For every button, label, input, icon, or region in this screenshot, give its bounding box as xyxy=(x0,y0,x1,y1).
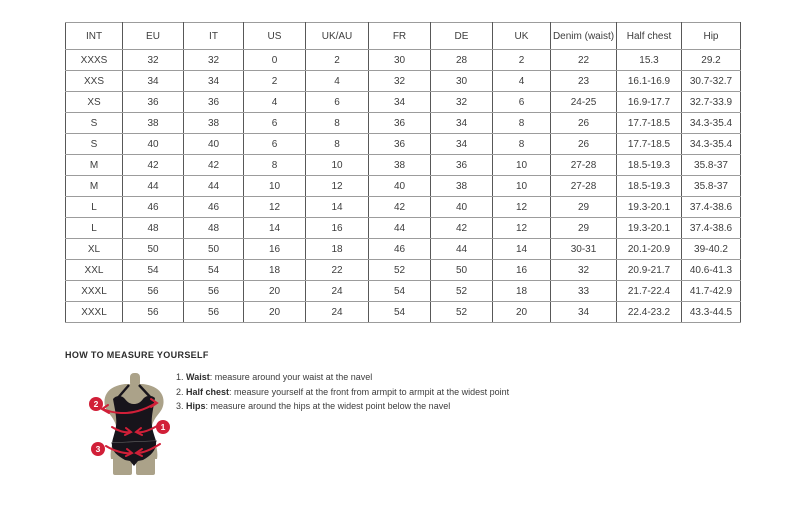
table-cell: 32 xyxy=(123,50,184,71)
table-cell: 14 xyxy=(493,239,551,260)
instruction-number: 2. xyxy=(176,386,184,397)
table-cell: 46 xyxy=(369,239,431,260)
table-cell: 42 xyxy=(369,197,431,218)
table-cell: 32 xyxy=(551,260,617,281)
column-header: UK xyxy=(493,23,551,50)
instruction-text: : measure yourself at the front from armpit to armpit at the widest point xyxy=(229,386,510,397)
table-row xyxy=(66,92,741,113)
instruction-number: 1. xyxy=(176,372,184,382)
table-cell: 36 xyxy=(431,155,493,176)
table-cell: 12 xyxy=(306,176,369,197)
table-cell: 14 xyxy=(306,197,369,218)
table-cell: 17.7-18.5 xyxy=(617,134,682,155)
column-header: Hip xyxy=(682,23,741,50)
measure-instructions xyxy=(176,373,509,417)
table-cell: 16 xyxy=(306,218,369,239)
table-cell: 40 xyxy=(184,134,244,155)
size-chart-body xyxy=(66,50,741,323)
table-cell: 54 xyxy=(369,281,431,302)
table-cell: 32 xyxy=(431,92,493,113)
table-cell: 8 xyxy=(493,113,551,134)
table-row xyxy=(66,239,741,260)
table-row xyxy=(66,302,741,323)
table-cell: XXS xyxy=(66,71,123,92)
table-cell: 18 xyxy=(493,281,551,302)
table-cell: 8 xyxy=(306,134,369,155)
table-cell: 30.7-32.7 xyxy=(682,71,741,92)
table-cell: 38 xyxy=(123,113,184,134)
table-cell: 56 xyxy=(123,302,184,323)
table-cell: 29.2 xyxy=(682,50,741,71)
instruction-label: Hips xyxy=(186,401,206,411)
table-cell: 6 xyxy=(244,113,306,134)
table-cell: 22 xyxy=(551,50,617,71)
table-cell: 30 xyxy=(369,50,431,71)
table-row xyxy=(66,155,741,176)
table-cell: 44 xyxy=(431,239,493,260)
table-cell: 10 xyxy=(493,176,551,197)
table-cell: 10 xyxy=(493,155,551,176)
table-cell: 36 xyxy=(123,92,184,113)
table-cell: 54 xyxy=(123,260,184,281)
badge-3: 3 xyxy=(95,444,101,454)
table-row xyxy=(66,50,741,71)
column-header: IT xyxy=(184,23,244,50)
instruction-label: Waist xyxy=(186,372,210,382)
table-cell: 50 xyxy=(123,239,184,260)
table-cell: 46 xyxy=(184,197,244,218)
table-cell: 4 xyxy=(493,71,551,92)
table-cell: S xyxy=(66,134,123,155)
table-cell: 42 xyxy=(184,155,244,176)
table-cell: M xyxy=(66,155,123,176)
table-cell: 24 xyxy=(306,281,369,302)
table-cell: 12 xyxy=(493,218,551,239)
table-cell: 2 xyxy=(244,71,306,92)
table-cell: 30-31 xyxy=(551,239,617,260)
instruction-label: Half chest xyxy=(186,386,230,397)
table-cell: 38 xyxy=(369,155,431,176)
table-cell: 18.5-19.3 xyxy=(617,176,682,197)
column-header: DE xyxy=(431,23,493,50)
table-cell: L xyxy=(66,218,123,239)
table-cell: 0 xyxy=(244,50,306,71)
table-cell: 36 xyxy=(184,92,244,113)
column-header: Denim (waist) xyxy=(551,23,617,50)
table-cell: 16 xyxy=(244,239,306,260)
table-cell: 43.3-44.5 xyxy=(682,302,741,323)
table-cell: 26 xyxy=(551,113,617,134)
table-cell: 19.3-20.1 xyxy=(617,197,682,218)
table-cell: 46 xyxy=(123,197,184,218)
column-header: EU xyxy=(123,23,184,50)
table-cell: 10 xyxy=(244,176,306,197)
size-chart-header-row xyxy=(66,23,741,50)
table-row xyxy=(66,113,741,134)
table-cell: 4 xyxy=(306,71,369,92)
table-cell: 34 xyxy=(184,71,244,92)
table-cell: 40 xyxy=(431,197,493,218)
table-cell: 27-28 xyxy=(551,176,617,197)
table-cell: XXXL xyxy=(66,281,123,302)
table-cell: 28 xyxy=(431,50,493,71)
table-cell: 40.6-41.3 xyxy=(682,260,741,281)
column-header: US xyxy=(244,23,306,50)
table-cell: 48 xyxy=(123,218,184,239)
table-row xyxy=(66,134,741,155)
table-cell: M xyxy=(66,176,123,197)
table-row xyxy=(66,71,741,92)
table-cell: 34 xyxy=(551,302,617,323)
table-cell: 20 xyxy=(493,302,551,323)
instruction-text: : measure around your waist at the navel xyxy=(209,372,373,382)
table-cell: XS xyxy=(66,92,123,113)
table-cell: 14 xyxy=(244,218,306,239)
table-cell: 35.8-37 xyxy=(682,155,741,176)
instruction-half-chest xyxy=(176,388,509,398)
table-cell: 8 xyxy=(306,113,369,134)
table-cell: 12 xyxy=(493,197,551,218)
table-cell: 26 xyxy=(551,134,617,155)
table-cell: 34 xyxy=(431,113,493,134)
table-row xyxy=(66,281,741,302)
table-cell: 39-40.2 xyxy=(682,239,741,260)
table-cell: 15.3 xyxy=(617,50,682,71)
table-cell: 22.4-23.2 xyxy=(617,302,682,323)
table-cell: 8 xyxy=(244,155,306,176)
table-cell: 20.1-20.9 xyxy=(617,239,682,260)
table-cell: 12 xyxy=(244,197,306,218)
table-cell: 44 xyxy=(184,176,244,197)
table-cell: 54 xyxy=(184,260,244,281)
table-cell: S xyxy=(66,113,123,134)
column-header: FR xyxy=(369,23,431,50)
table-cell: 34 xyxy=(369,92,431,113)
table-cell: 52 xyxy=(369,260,431,281)
table-cell: 8 xyxy=(493,134,551,155)
table-cell: XXXL xyxy=(66,302,123,323)
table-cell: 24-25 xyxy=(551,92,617,113)
table-cell: 16 xyxy=(493,260,551,281)
table-row xyxy=(66,176,741,197)
table-cell: 37.4-38.6 xyxy=(682,197,741,218)
table-cell: 50 xyxy=(431,260,493,281)
table-cell: 29 xyxy=(551,197,617,218)
table-cell: 20 xyxy=(244,281,306,302)
table-cell: 54 xyxy=(369,302,431,323)
table-cell: 27-28 xyxy=(551,155,617,176)
instruction-hips xyxy=(176,402,509,412)
table-cell: 6 xyxy=(306,92,369,113)
table-cell: 10 xyxy=(306,155,369,176)
table-cell: 17.7-18.5 xyxy=(617,113,682,134)
table-cell: XL xyxy=(66,239,123,260)
measure-section-heading: HOW TO MEASURE YOURSELF xyxy=(65,350,209,360)
table-cell: 41.7-42.9 xyxy=(682,281,741,302)
table-cell: 20 xyxy=(244,302,306,323)
table-cell: 19.3-20.1 xyxy=(617,218,682,239)
table-cell: 2 xyxy=(493,50,551,71)
table-cell: 42 xyxy=(431,218,493,239)
table-cell: 36 xyxy=(369,113,431,134)
table-cell: 6 xyxy=(493,92,551,113)
table-cell: 34 xyxy=(123,71,184,92)
table-cell: 56 xyxy=(123,281,184,302)
table-cell: 56 xyxy=(184,302,244,323)
table-cell: 32.7-33.9 xyxy=(682,92,741,113)
column-header: Half chest xyxy=(617,23,682,50)
table-cell: XXXS xyxy=(66,50,123,71)
instruction-number: 3. xyxy=(176,401,184,411)
table-cell: 29 xyxy=(551,218,617,239)
table-cell: 30 xyxy=(431,71,493,92)
table-cell: 52 xyxy=(431,302,493,323)
table-cell: 18.5-19.3 xyxy=(617,155,682,176)
badge-1: 1 xyxy=(160,422,166,432)
table-cell: 4 xyxy=(244,92,306,113)
table-cell: 16.1-16.9 xyxy=(617,71,682,92)
table-row xyxy=(66,197,741,218)
table-cell: 22 xyxy=(306,260,369,281)
table-cell: 18 xyxy=(306,239,369,260)
table-cell: 34.3-35.4 xyxy=(682,134,741,155)
table-cell: 38 xyxy=(184,113,244,134)
table-cell: 32 xyxy=(369,71,431,92)
table-cell: 16.9-17.7 xyxy=(617,92,682,113)
instruction-text: : measure around the hips at the widest point below the navel xyxy=(205,401,451,411)
table-cell: 38 xyxy=(431,176,493,197)
table-cell: 23 xyxy=(551,71,617,92)
table-cell: 44 xyxy=(369,218,431,239)
column-header: INT xyxy=(66,23,123,50)
table-cell: 48 xyxy=(184,218,244,239)
table-cell: 40 xyxy=(123,134,184,155)
column-header: UK/AU xyxy=(306,23,369,50)
table-cell: 52 xyxy=(431,281,493,302)
table-cell: 18 xyxy=(244,260,306,281)
table-cell: 24 xyxy=(306,302,369,323)
table-cell: 2 xyxy=(306,50,369,71)
table-cell: 34.3-35.4 xyxy=(682,113,741,134)
table-row xyxy=(66,218,741,239)
table-cell: XXL xyxy=(66,260,123,281)
size-chart-table xyxy=(65,22,741,323)
table-cell: 20.9-21.7 xyxy=(617,260,682,281)
table-cell: 6 xyxy=(244,134,306,155)
table-cell: 32 xyxy=(184,50,244,71)
table-cell: 33 xyxy=(551,281,617,302)
table-cell: 50 xyxy=(184,239,244,260)
table-row xyxy=(66,260,741,281)
table-cell: 34 xyxy=(431,134,493,155)
badge-2: 2 xyxy=(93,399,99,409)
table-cell: 56 xyxy=(184,281,244,302)
table-cell: 40 xyxy=(369,176,431,197)
table-cell: 35.8-37 xyxy=(682,176,741,197)
table-cell: 44 xyxy=(123,176,184,197)
table-cell: L xyxy=(66,197,123,218)
table-cell: 36 xyxy=(369,134,431,155)
table-cell: 37.4-38.6 xyxy=(682,218,741,239)
table-cell: 21.7-22.4 xyxy=(617,281,682,302)
instruction-waist xyxy=(176,373,509,383)
table-cell: 42 xyxy=(123,155,184,176)
